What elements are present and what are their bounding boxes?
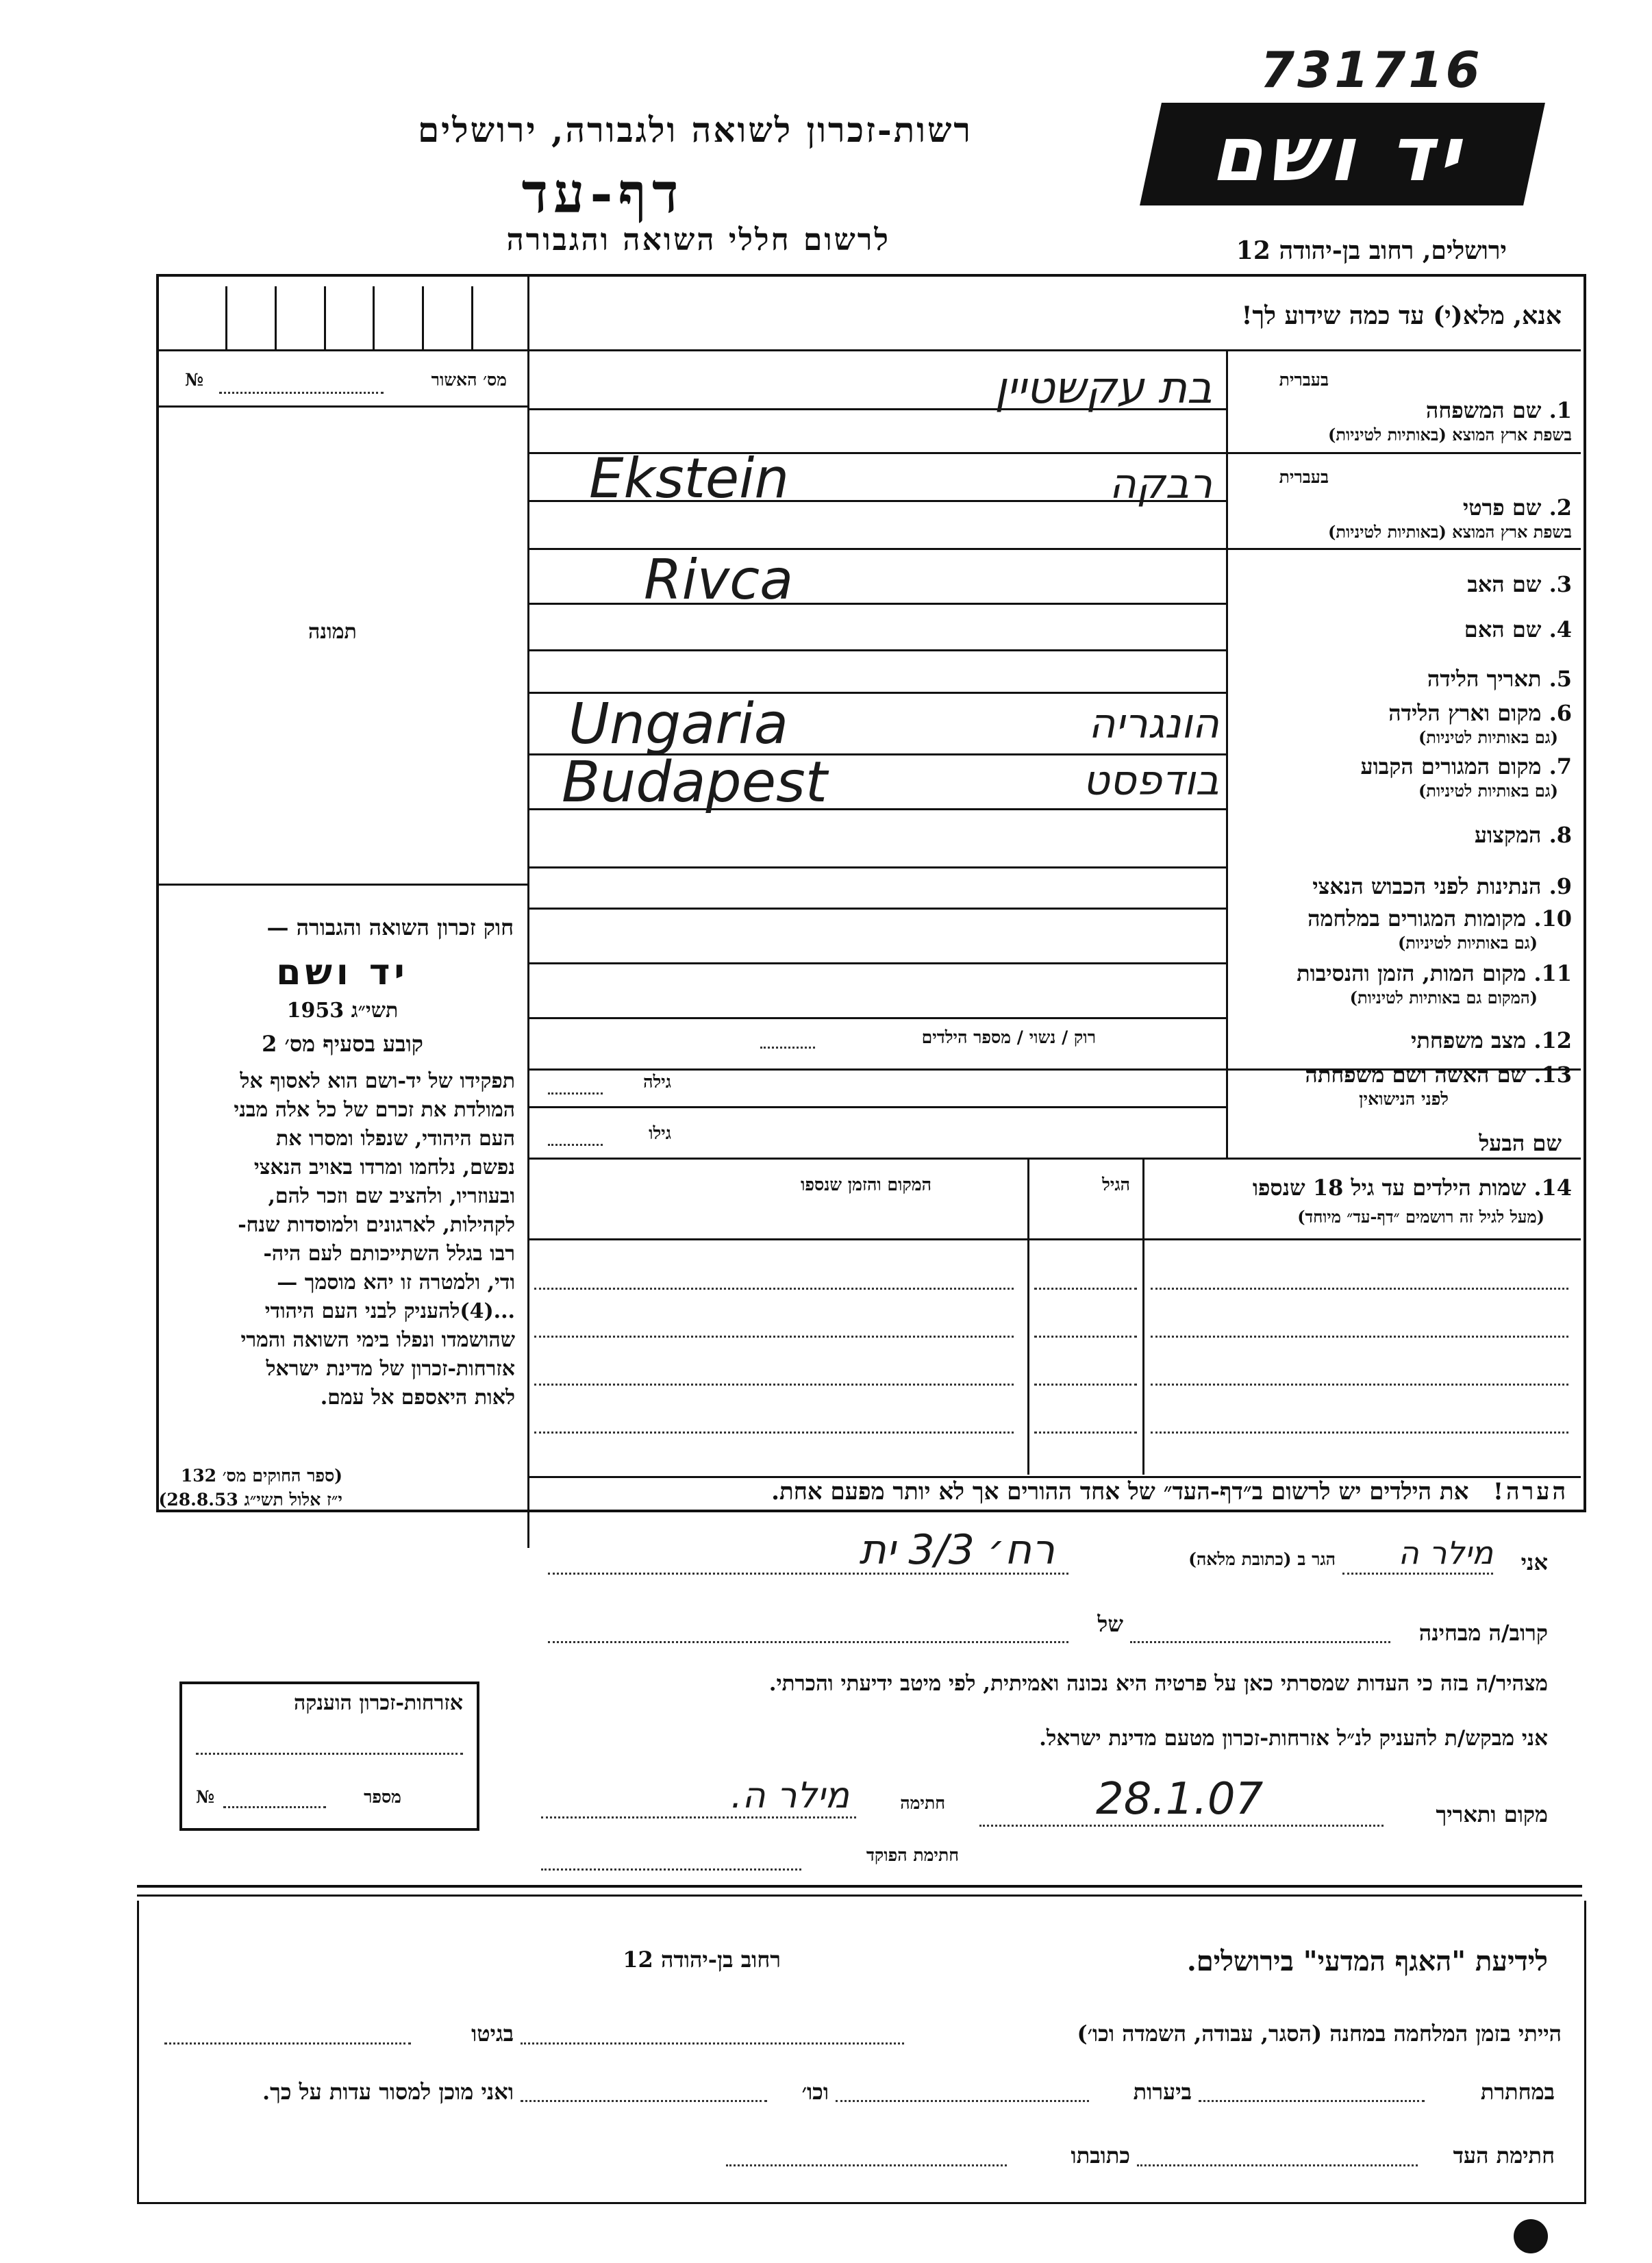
f2-value-latin-1[interactable]: Ekstein	[589, 447, 790, 510]
declarant-address[interactable]: רח׳ 3/3 ית	[859, 1526, 1055, 1574]
f6-value-hebrew[interactable]: הונגריה	[1088, 700, 1219, 748]
law-clause: קובע בסעיף מס׳ 2	[262, 1031, 423, 1057]
photo-column-border	[527, 277, 529, 1548]
bottom-line3-a: חתימת העד	[1453, 2142, 1555, 2168]
f2-value-latin-2[interactable]: Rivca	[644, 548, 794, 612]
approval-number-line[interactable]	[219, 392, 384, 394]
statement: מצהיר/ה בזה כי העדות שמסרתי כאן על פרטיה היא נכונה ואמיתית, לפי מיטב ידיעתי והכרתי.	[768, 1671, 1548, 1696]
f5-label: 5. תאריך הלידה	[1427, 666, 1572, 692]
f7-sub: (גם באותיות לטיניות)	[1418, 781, 1558, 801]
wife-age-label: גילה	[643, 1072, 671, 1092]
f12-label: 12. מצב משפחתי	[1411, 1027, 1572, 1053]
law-year: תשי״ג 1953	[286, 999, 399, 1023]
bottom-line2-d: ואני מוכן למסור עדות על כך.	[262, 2079, 514, 2105]
f10-label: 10. מקומות המגורים במלחמה	[1307, 905, 1572, 932]
yad-vashem-logo	[1140, 103, 1545, 205]
photo-bottom-divider	[159, 884, 529, 886]
law-heading: חוק זכרון השואה והגבורה —	[266, 914, 514, 940]
law-text: תפקידו של יד-ושם הוא לאסוף אל המולדת את זכרם של כל אלה מבני העם היהודי, שנפלו ומסרו את נפשם, נלחמו ומרדו באויב הנאצי ובעוזריו, ולהציב שם וזכר להם, לקהילות, לארגונים ולמוסדות שנח- רבו בגלל השתייכותם לעם היה- ודי, ולמטרה זו יהא מוסמך — ...(4)להעניק לבני העם היהודי שהושמדו ונפלו בימי השואה והמרי אזרחות-זכרון של מדינת ישראל לאות היאספם אל עמם.	[234, 1069, 515, 1410]
note	[541, 1478, 1568, 1505]
bottom-line2-a: במחתרת	[1480, 2079, 1555, 2105]
relative-label: קרוב/ה מבחינה	[1418, 1620, 1548, 1646]
date-value[interactable]: 28.1.07	[1096, 1774, 1264, 1825]
instructions: אנא, מלא(י) עד כמה שידוע לך!	[1241, 301, 1562, 330]
declarant-name[interactable]: מילר ה	[1398, 1534, 1493, 1571]
f10-sub: (גם באותיות לטיניות)	[1397, 933, 1538, 953]
f12-options: רוק / נשוי / מספר הילדים	[921, 1027, 1096, 1047]
f1-hebrew-tag: בעברית	[1279, 370, 1329, 390]
f6-sub: (גם באותיות לטיניות)	[1418, 727, 1558, 747]
f1-value-hebrew[interactable]: בת עקשטיין	[994, 363, 1212, 414]
photo-label: תמונה	[308, 620, 357, 644]
bottom-line1-b: בגיטו	[471, 2021, 514, 2047]
f11-sub: (המקום גם באותיות לטיניות)	[1349, 988, 1538, 1008]
f12-children-count[interactable]	[760, 1047, 815, 1049]
logo-text: יד ושם	[1206, 110, 1479, 198]
f14-sub: (מעל לגיל זה רושמים ״דף-עד״ מיוחד)	[1297, 1207, 1544, 1227]
form-title: דף-עד	[521, 161, 684, 225]
f14-label: 14. שמות הילדים עד גיל 18 שנספו	[1252, 1175, 1572, 1201]
f9-label: 9. הנתינות לפני הכבוש הנאצי	[1312, 873, 1572, 899]
archive-number: 731716	[1260, 41, 1483, 99]
f11-label: 11. מקום המות, הזמן והנסיבות	[1297, 960, 1572, 986]
approval-divider	[159, 405, 529, 408]
f14-col-age: הגיל	[1102, 1175, 1130, 1195]
f6-value-latin[interactable]: Ungaria	[568, 692, 789, 757]
citizenship-number-label: מספר	[364, 1787, 401, 1807]
header-address: ירושלים, רחוב בן-יהודה 12	[1236, 236, 1507, 265]
note-label: הערה!	[1493, 1478, 1568, 1505]
f1-sub: בשפת ארץ המוצא (באותיות לטיניות)	[1328, 425, 1572, 445]
citizenship-title: אזרחות-זכרון הוענקה	[293, 1691, 463, 1715]
husband-age-line[interactable]	[548, 1144, 603, 1146]
instructions-divider	[159, 349, 1581, 351]
citizenship-box	[179, 1681, 479, 1831]
officer-label: חתימת הפוקד	[866, 1845, 959, 1865]
place-date-label: מקום ותאריך	[1436, 1801, 1548, 1827]
f7-value-latin[interactable]: Budapest	[562, 750, 827, 815]
bottom-line2-c: וכו׳	[801, 2079, 829, 2105]
signature-value[interactable]: מילר ה.	[731, 1775, 849, 1816]
authority-name: רשות-זכרון לשואה ולגבורה, ירושלים	[417, 110, 973, 150]
f13-sub: לפני הנישואין	[1359, 1089, 1449, 1109]
f2-label: 2. שם פרטי	[1462, 495, 1572, 521]
bottom-heading: לידיעת "האגף המדעי" בירושלים.	[1186, 1945, 1548, 1977]
id-boxes	[178, 286, 521, 349]
f4-label: 4. שם האם	[1464, 616, 1572, 642]
bottom-line3-b: כתובתו	[1071, 2142, 1130, 2168]
declaration-i: אני	[1520, 1549, 1548, 1575]
approval-no-mark: №	[185, 370, 204, 390]
bottom-line2-b: ביערות	[1133, 2079, 1192, 2105]
f3-label: 3. שם האב	[1467, 571, 1572, 597]
f7-value-hebrew[interactable]: בודפסט	[1082, 757, 1219, 805]
approval-number-label: מס׳ האשור	[431, 370, 507, 390]
f2-value-hebrew[interactable]: רבקה	[1109, 460, 1212, 508]
form-subtitle: לרשום חללי השואה והגבורה	[506, 223, 890, 258]
note-text: את הילדים יש לרשום ב״דף-העד״ של אחד ההורים אך לא יותר מפעם אחת.	[771, 1478, 1469, 1505]
law-ref-2: י״ז אלול תשי״ג 28.8.53)	[158, 1490, 342, 1510]
f1-label: 1. שם המשפחה	[1425, 397, 1572, 423]
f14-col-place: המקום והזמן שנספו	[801, 1175, 931, 1195]
husband-age-label: גילו	[649, 1123, 671, 1143]
bottom-line1-a: הייתי בזמן המלחמה במחנה (הסגר, עבודה, השמדה וכו׳)	[1077, 2021, 1562, 2047]
law-ref-1: (ספר החוקים מס׳ 132	[180, 1466, 342, 1486]
f6-label: 6. מקום וארץ הלידה	[1388, 700, 1572, 726]
law-name: יד ושם	[276, 952, 409, 993]
f13-label: 13. שם האשה ושם משפחתה	[1305, 1062, 1572, 1088]
husband-label: שם הבעל	[1479, 1130, 1562, 1156]
citizenship-no-mark: №	[196, 1787, 215, 1807]
f2-hebrew-tag: בעברית	[1279, 467, 1329, 487]
wife-age-line[interactable]	[548, 1092, 603, 1095]
punch-hole-mark	[1514, 2219, 1548, 2253]
resides-label: הגר ב (כתובת מלאה)	[1188, 1549, 1336, 1569]
bottom-address: רחוב בן-יהודה 12	[623, 1947, 781, 1973]
f8-label: 8. המקצוע	[1474, 822, 1572, 848]
f2-sub: בשפת ארץ המוצא (באותיות לטיניות)	[1328, 522, 1572, 542]
request: אני מבקש/ת להעניק לנ״ל אזרחות-זכרון מטעם מדינת ישראל.	[1039, 1726, 1548, 1751]
f7-label: 7. מקום המגורים הקבוע	[1360, 753, 1572, 779]
signature-label: חתימה	[900, 1793, 945, 1813]
of-label: של	[1097, 1611, 1123, 1637]
